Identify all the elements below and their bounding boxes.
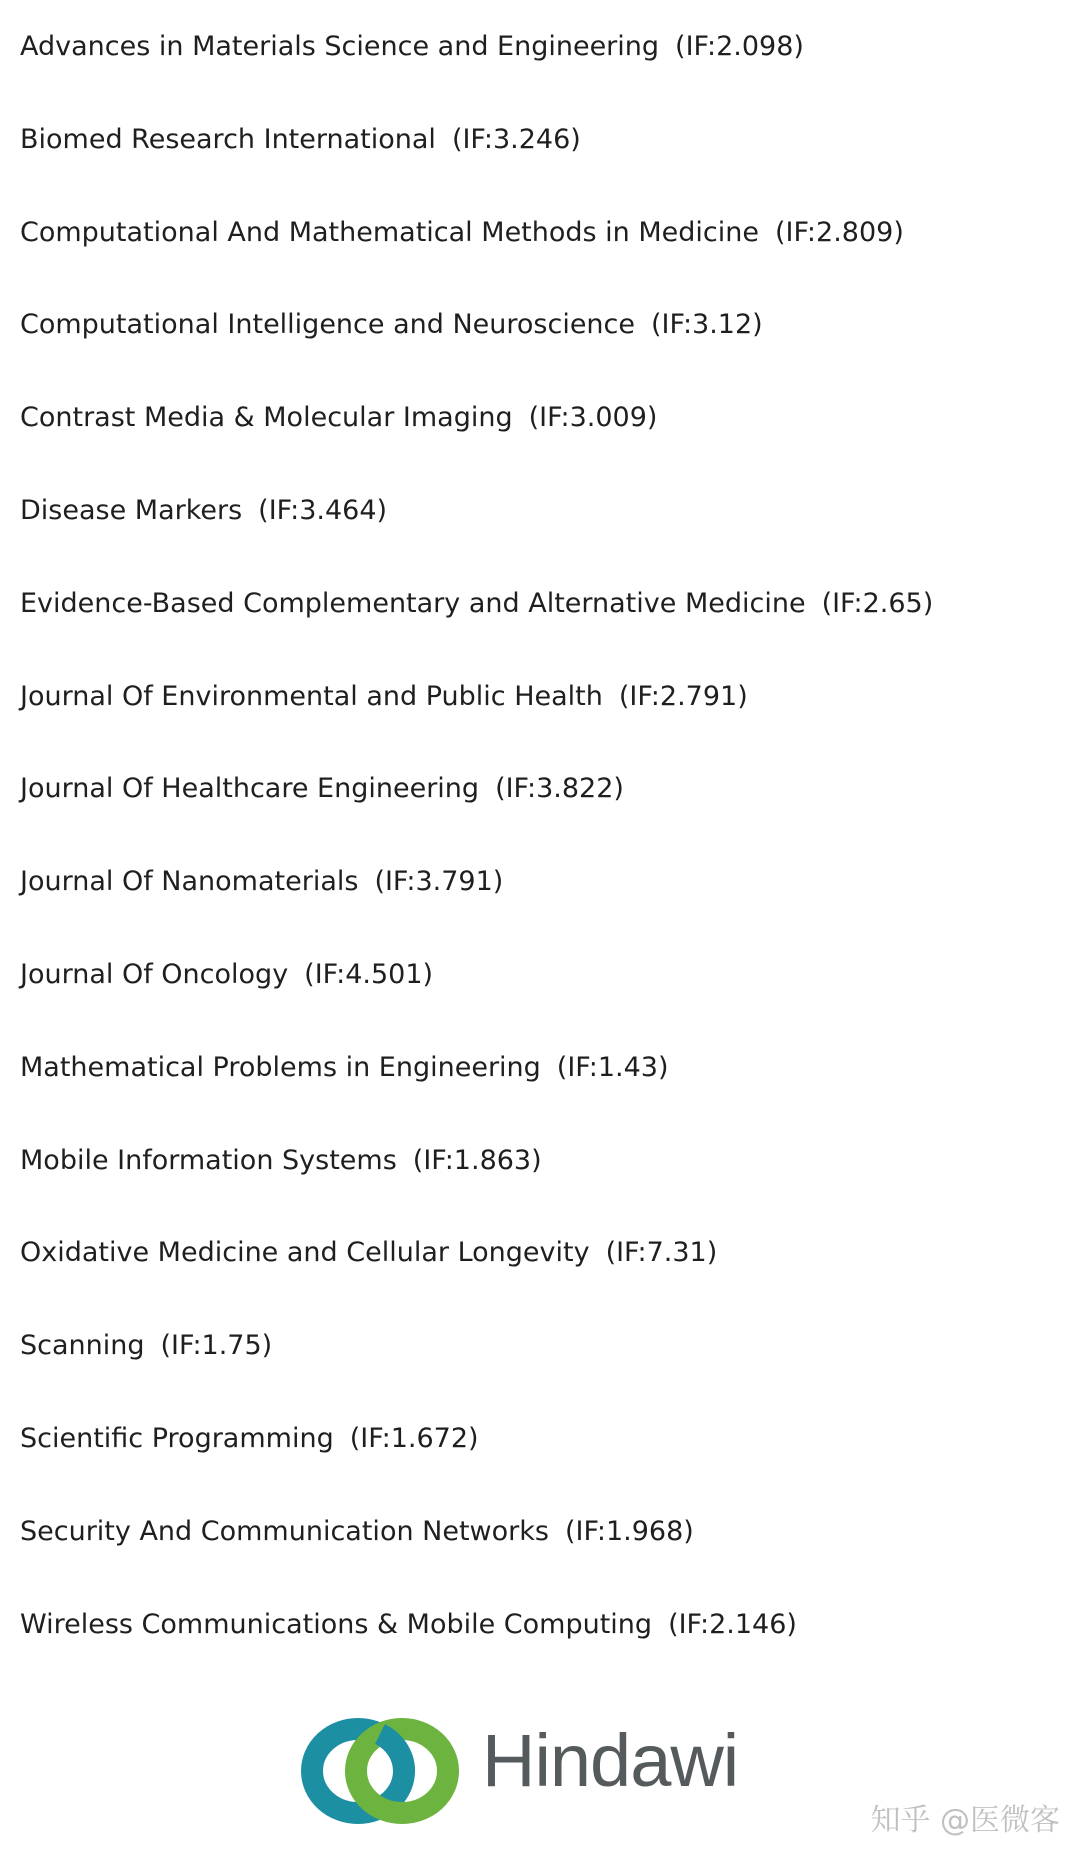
- impact-factor: (IF:3.12): [651, 309, 763, 341]
- journal-name: Wireless Communications & Mobile Computing: [20, 1608, 653, 1640]
- journal-item: [20, 309, 1060, 405]
- journal-name: Computational And Mathematical Methods in Medicine: [20, 216, 759, 248]
- impact-factor: (IF:1.863): [412, 1144, 542, 1176]
- impact-factor: (IF:2.65): [821, 587, 934, 619]
- journal-name: Scientific Programming: [20, 1422, 334, 1454]
- journal-item: [20, 1051, 1060, 1148]
- impact-factor: (IF:1.75): [160, 1330, 273, 1362]
- impact-factor: (IF:3.009): [528, 402, 658, 434]
- journal-item: [20, 773, 1060, 869]
- journal-item: [20, 1422, 1060, 1519]
- journal-item: [20, 1608, 1060, 1705]
- journal-name: Mathematical Problems in Engineering: [20, 1051, 541, 1083]
- impact-factor: (IF:2.146): [668, 1608, 797, 1640]
- journal-item: [20, 1144, 1060, 1241]
- journal-name: Journal Of Nanomaterials: [20, 866, 359, 898]
- impact-factor: (IF:2.809): [775, 216, 904, 248]
- journal-name: Scanning: [20, 1330, 145, 1362]
- journal-name: Disease Markers: [20, 494, 243, 526]
- journal-item: [20, 123, 1060, 220]
- journal-item: [20, 1330, 1060, 1426]
- journal-item: [20, 866, 1060, 962]
- zhihu-watermark: 知乎 @医微客: [870, 1803, 1060, 1838]
- impact-factor: (IF:2.791): [618, 680, 748, 712]
- hindawi-logo: [296, 1712, 766, 1830]
- impact-factor: (IF:1.672): [349, 1422, 479, 1454]
- impact-factor: (IF:3.791): [374, 866, 504, 898]
- journal-name: Biomed Research International: [20, 123, 436, 155]
- impact-factor: (IF:3.822): [495, 773, 624, 805]
- journal-list: [20, 31, 1060, 1704]
- journal-name: Journal Of Environmental and Public Health: [20, 680, 603, 712]
- journal-name: Journal Of Oncology: [20, 958, 289, 990]
- journal-item: [20, 1237, 1060, 1333]
- journal-item: [20, 402, 1060, 498]
- journal-item: [20, 31, 1060, 127]
- hindawi-rings-icon: [296, 1712, 466, 1830]
- journal-name: Advances in Materials Science and Engineering: [20, 31, 660, 62]
- journal-item: [20, 680, 1060, 777]
- journal-item: [20, 958, 1060, 1055]
- journal-item: [20, 216, 1060, 313]
- journal-name: Mobile Information Systems: [20, 1144, 397, 1176]
- journal-name: Computational Intelligence and Neuroscience: [20, 309, 636, 341]
- journal-item: [20, 587, 1060, 684]
- impact-factor: (IF:2.098): [675, 31, 804, 62]
- impact-factor: (IF:4.501): [304, 958, 434, 990]
- journal-name: Contrast Media & Molecular Imaging: [20, 402, 513, 434]
- journal-name: Journal Of Healthcare Engineering: [20, 773, 480, 805]
- impact-factor: (IF:1.968): [564, 1515, 694, 1547]
- journal-item: [20, 494, 1060, 591]
- journal-name: Evidence-Based Complementary and Alternative Medicine: [20, 587, 806, 619]
- impact-factor: (IF:7.31): [605, 1237, 718, 1269]
- journal-name: Security And Communication Networks: [20, 1515, 549, 1547]
- journal-name: Oxidative Medicine and Cellular Longevity: [20, 1237, 590, 1269]
- journal-item: [20, 1515, 1060, 1612]
- impact-factor: (IF:1.43): [556, 1051, 669, 1083]
- impact-factor: (IF:3.464): [258, 494, 388, 526]
- hindawi-wordmark: Hindawi: [482, 1719, 739, 1802]
- impact-factor: (IF:3.246): [451, 123, 581, 155]
